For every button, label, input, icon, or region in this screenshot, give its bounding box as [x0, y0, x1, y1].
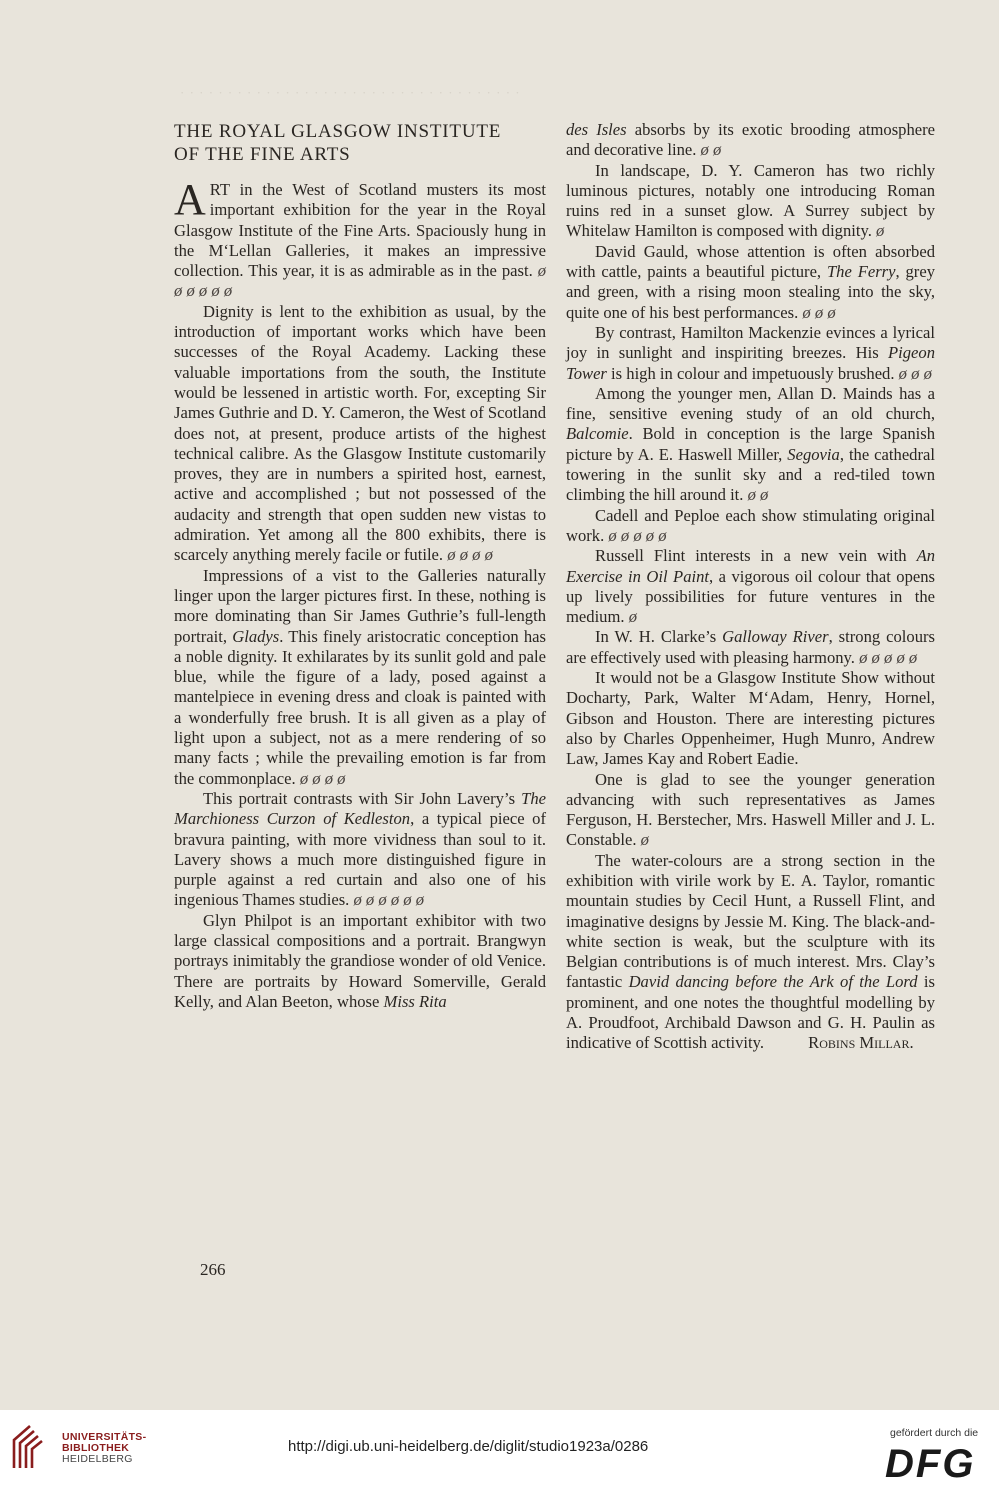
show-through-text: · · · · · · · · · · · · · · · · · · · · · · · · · · · · · · · · · · · · — [180, 85, 521, 100]
paragraph: des Isles absorbs by its exotic brooding atmosphere and decorative line. ø ø — [566, 120, 936, 160]
right-column — [566, 120, 935, 1054]
paragraph: It would not be a Glasgow Institute Show without Docharty, Park, Walter M‘Adam, Henry, Hornel, Gibson and Houston. There are interesting pictures also by Charles Oppenheimer, Hugh Munro, Andrew Law, James Kay and Robert Eadie. — [566, 668, 935, 769]
funding-note: gefördert durch die — [890, 1427, 979, 1439]
paragraph: Russell Flint interests in a new vein with An Exercise in Oil Paint, a vigorous oil colour that opens up lively possibilities for future ventures in the medium. ø — [566, 546, 935, 627]
paragraph: This portrait contrasts with Sir John Lavery’s The Marchioness Curzon of Kedleston, a typical piece of bravura painting, with more vividness than soul to it. Lavery shows a much more distinguished figure in purple against a red curtain and also one of his ingenious Thames studies. ø ø ø ø ø ø — [174, 788, 546, 910]
paragraph: David Gauld, whose attention is often absorbed with cattle, paints a beautiful picture, The Ferry, grey and green, with a rising moon stealing into the sky, quite one of his best performances. ø ø ø — [566, 241, 935, 322]
paragraph: Impressions of a vist to the Galleries naturally linger upon the larger pictures first. In these, nothing is more dominating than Sir James Guthrie’s full-length portrait, Gladys. This finely aristocratic conception has a noble dignity. It exhilarates by its sunlit gold and pale blue, while the figure of a lady, posed against a mantelpiece in evening dress and cloak is painted with a wonderfully free brush. It is all given as a play of light upon a subject, not as a mere rendering of so many facts ; while the prevailing emotion is far from the commonplace. ø ø ø ø — [174, 565, 546, 788]
left-column — [174, 120, 546, 1012]
page-number: 266 — [200, 1260, 226, 1279]
paragraph: Dignity is lent to the exhibition as usual, by the introduction of important works which have been successes of the Royal Academy. Lacking these valuable importations from the south, the Institute would be lessened in artistic worth. For, excepting Sir James Guthrie and D. Y. Cameron, the West of Scotland does not, at present, produce artists of the highest technical calibre. As the Glasgow Institute customarily proves, they are in numbers a spirited host, earnest, active and accomplished ; but not possessed of the audacity and strength that open sudden new vistas to admiration. Yet among all the 800 exhibits, there is scarcely anything merely facile or futile. ø ø ø ø — [174, 301, 546, 565]
drop-cap: A — [174, 175, 206, 224]
paragraph: By contrast, Hamilton Mackenzie evinces a lyrical joy in sunlight and inspiriting breezes. His Pigeon Tower is high in colour and impetuously brushed. ø ø ø — [566, 322, 935, 383]
paragraph: In landscape, D. Y. Cameron has two richly luminous pictures, notably one introducing Roman ruins red in a sunset glow. A Surrey subject by Whitelaw Hamilton is composed with dignity. ø — [566, 160, 935, 241]
university-library-name: UNIVERSITÄTS- BIBLIOTHEK HEIDELBERG — [62, 1431, 147, 1465]
paragraph: Cadell and Peploe each show stimulating original work. ø ø ø ø ø — [566, 505, 935, 545]
ornament-glyph: ø — [537, 261, 546, 281]
article-title: THE ROYAL GLASGOW INSTITUTE OF THE FINE ARTS — [174, 121, 502, 165]
paragraph: ART in the West of Scotland musters its most important exhibition for the year in the Royal Glasgow Institute of the Fine Arts. Spaciously hung in the M‘Lellan Galleries, it makes an impressive collection. This year, it is as admirable as in the past. ø ø ø ø ø ø — [174, 175, 546, 301]
paragraph: In W. H. Clarke’s Galloway River, strong colours are effectively used with pleasing harmony. ø ø ø ø ø — [566, 627, 935, 667]
university-library-logo-icon — [10, 1420, 55, 1472]
paragraph: The water-colours are a strong section in the exhibition with virile work by E. A. Taylor, romantic mountain studies by Cecil Hunt, a Russell Flint, and imaginative designs by Jessie M. King. The black-and-white section is weak, but the sculpture with its Belgian contributions is of much interest. Mrs. Clay’s fantastic David dancing before the Ark of the Lord is prominent, and one notes the thoughtful modelling by A. Proudfoot, Archibald Dawson and G. H. Paulin as indicative of Scottish activity. Robins Millar. — [566, 850, 935, 1053]
paragraph: Among the younger men, Allan D. Mainds has a fine, sensitive evening study of an old church, Balcomie. Bold in conception is the large Spanish picture by A. E. Haswell Miller, Segovia, the cathedral towering in the sunlit sky and a red-tiled town climbing the hill around it. ø ø — [566, 383, 935, 505]
dfg-logo: DFG — [885, 1442, 976, 1486]
author-signature: Robins Millar. — [808, 1033, 914, 1053]
paragraph: One is glad to see the younger generation advancing with such representatives as James Ferguson, H. Berstecher, Mrs. Haswell Miller and J. L. Constable. ø — [566, 769, 935, 850]
permalink-url[interactable]: http://digi.ub.uni-heidelberg.de/diglit/studio1923a/0286 — [288, 1438, 649, 1455]
paragraph: Glyn Philpot is an important exhibitor with two large classical compositions and a portrait. Brangwyn portrays inimitably the grandiose wonder of old Venice. There are portraits by Howard Somerville, Gerald Kelly, and Alan Beeton, whose Miss Rita — [174, 910, 546, 1011]
